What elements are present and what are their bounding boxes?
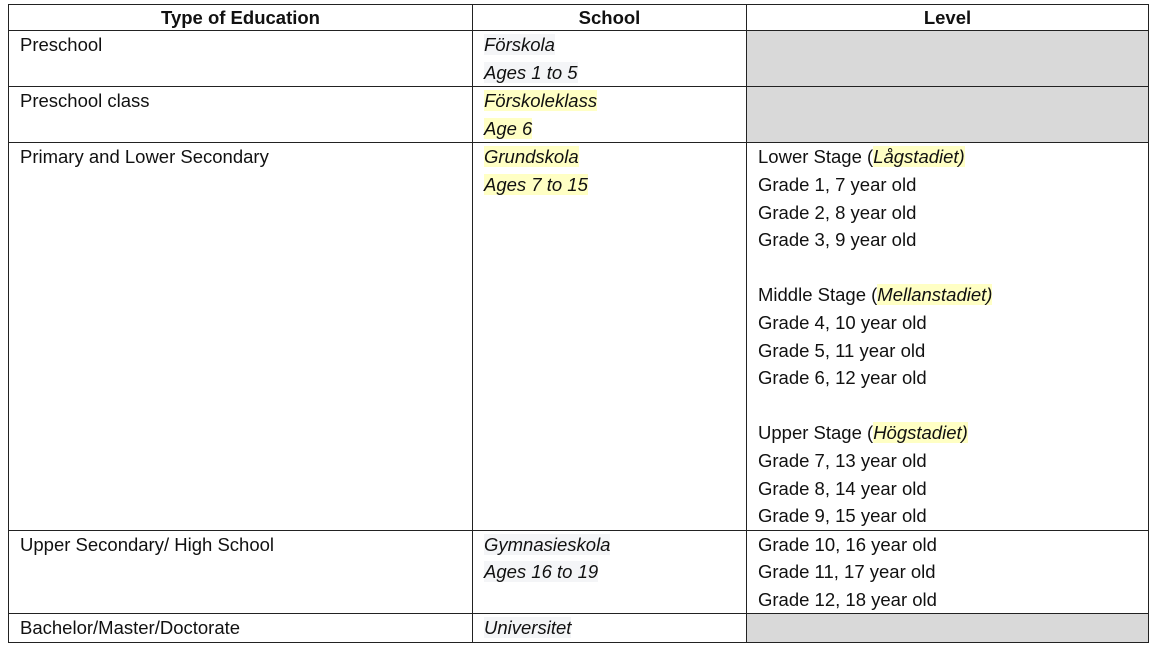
type-cell: Upper Secondary/ High School (20, 533, 275, 555)
school-ages: Ages 1 to 5 (484, 61, 578, 83)
grade: Grade 10, 16 year old (758, 533, 937, 555)
school-name: Förskoleklass (484, 90, 598, 112)
level-cell-empty (747, 87, 1149, 143)
school-name: Gymnasieskola (484, 533, 611, 555)
grade: Grade 7, 13 year old (758, 449, 927, 471)
grade: Grade 9, 15 year old (758, 505, 927, 527)
school-name: Universitet (484, 617, 572, 639)
table-row (9, 530, 1149, 614)
school-ages: Ages 16 to 19 (484, 561, 599, 583)
school-ages: Age 6 (484, 117, 533, 139)
grade: Grade 2, 8 year old (758, 201, 917, 223)
grade: Grade 11, 17 year old (758, 561, 936, 583)
grade: Grade 3, 9 year old (758, 229, 917, 251)
school-name: Grundskola (484, 146, 579, 168)
level-cell (747, 143, 1149, 530)
school-ages: Ages 7 to 15 (484, 173, 588, 195)
stage-heading: Lower Stage (Lågstadiet) (758, 146, 965, 168)
type-cell: Preschool class (20, 90, 150, 112)
grade: Grade 12, 18 year old (758, 588, 937, 610)
grade: Grade 1, 7 year old (758, 173, 917, 195)
header-row (9, 5, 1149, 31)
table-row (9, 614, 1149, 643)
stage-heading: Upper Stage (Högstadiet) (758, 422, 968, 444)
stage-heading: Middle Stage (Mellanstadiet) (758, 284, 993, 306)
school-name: Förskola (484, 34, 555, 55)
table-row (9, 87, 1149, 143)
table-row (9, 143, 1149, 530)
header-type: Type of Education (9, 5, 473, 31)
grade: Grade 8, 14 year old (758, 477, 927, 499)
grade: Grade 4, 10 year old (758, 311, 927, 333)
grade: Grade 6, 12 year old (758, 367, 927, 389)
header-school: School (473, 5, 747, 31)
table-row (9, 31, 1149, 87)
level-cell-empty (747, 31, 1149, 87)
education-table (8, 4, 1149, 643)
type-cell: Preschool (20, 34, 103, 55)
type-cell: Bachelor/Master/Doctorate (20, 617, 241, 639)
grade: Grade 5, 11 year old (758, 339, 926, 361)
type-cell: Primary and Lower Secondary (20, 146, 269, 168)
level-cell-empty (747, 614, 1149, 643)
header-level: Level (747, 5, 1149, 31)
level-cell (747, 530, 1149, 614)
